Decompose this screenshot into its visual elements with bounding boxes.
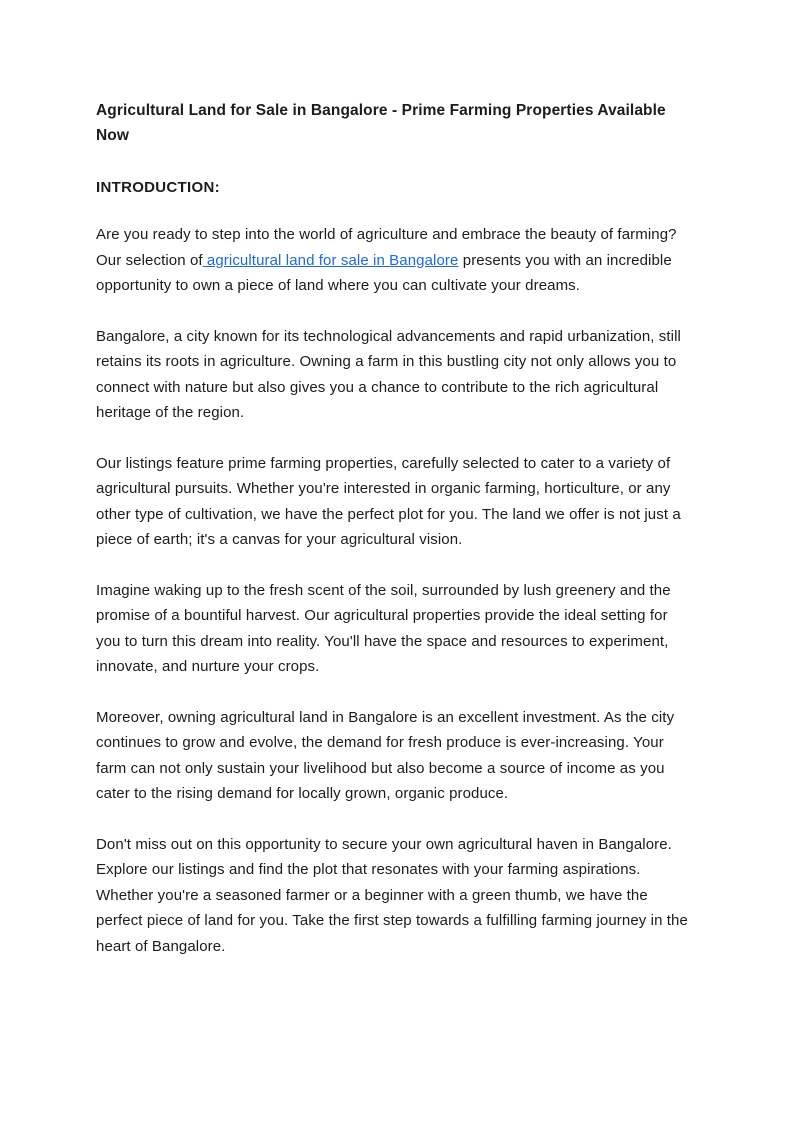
body-paragraph-imagine: Imagine waking up to the fresh scent of the soil, surrounded by lush greenery and the promise of a bountiful harvest. Our agricultural properties provide the ideal setting for you to turn this dream into reality. You'll have the space and resources to experiment, innovate, and nurture your crops.: [96, 581, 671, 675]
intro-text-after-link: presents you with an incredible opportunity to own a piece of land where you can cultivate your dreams.: [96, 251, 672, 294]
body-paragraph-listings: Our listings feature prime farming properties, carefully selected to cater to a variety of agricultural pursuits. Whether you're interested in organic farming, horticulture, or any other type of cultivation, we have the perfect plot for you. The land we offer is not just a piece of earth; it's a canvas for your agricultural vision.: [96, 454, 681, 548]
agricultural-land-for-sale-link[interactable]: agricultural land for sale in Bangalore: [202, 251, 459, 269]
intro-paragraph: [96, 222, 696, 299]
body-paragraph-call-to-action: Don't miss out on this opportunity to secure your own agricultural haven in Bangalore. Explore our listings and find the plot that resonates with your farming aspirations. Whether you're a seasoned farmer or a beginner with a green thumb, we have the perfect piece of land for you. Take the first step towards a fulfilling farming journey in the heart of Bangalore.: [96, 835, 688, 955]
intro-text-before-link: Are you ready to step into the world of agriculture and embrace the beauty of farming? Our selection of: [96, 226, 677, 269]
document-title: Agricultural Land for Sale in Bangalore - Prime Farming Properties Available Now: [96, 102, 666, 144]
body-paragraph-investment: Moreover, owning agricultural land in Bangalore is an excellent investment. As the city continues to grow and evolve, the demand for fresh produce is ever-increasing. Your farm can not only sustain your livelihood but also become a source of income as you cater to the rising demand for locally grown, organic produce.: [96, 708, 675, 802]
section-heading-introduction: INTRODUCTION:: [96, 179, 220, 196]
body-paragraph-bangalore-city: Bangalore, a city known for its technological advancements and rapid urbanization, still retains its roots in agriculture. Owning a farm in this bustling city not only allows you to connect with nature but also gives you a chance to contribute to the rich agricultural heritage of the region.: [96, 327, 681, 421]
